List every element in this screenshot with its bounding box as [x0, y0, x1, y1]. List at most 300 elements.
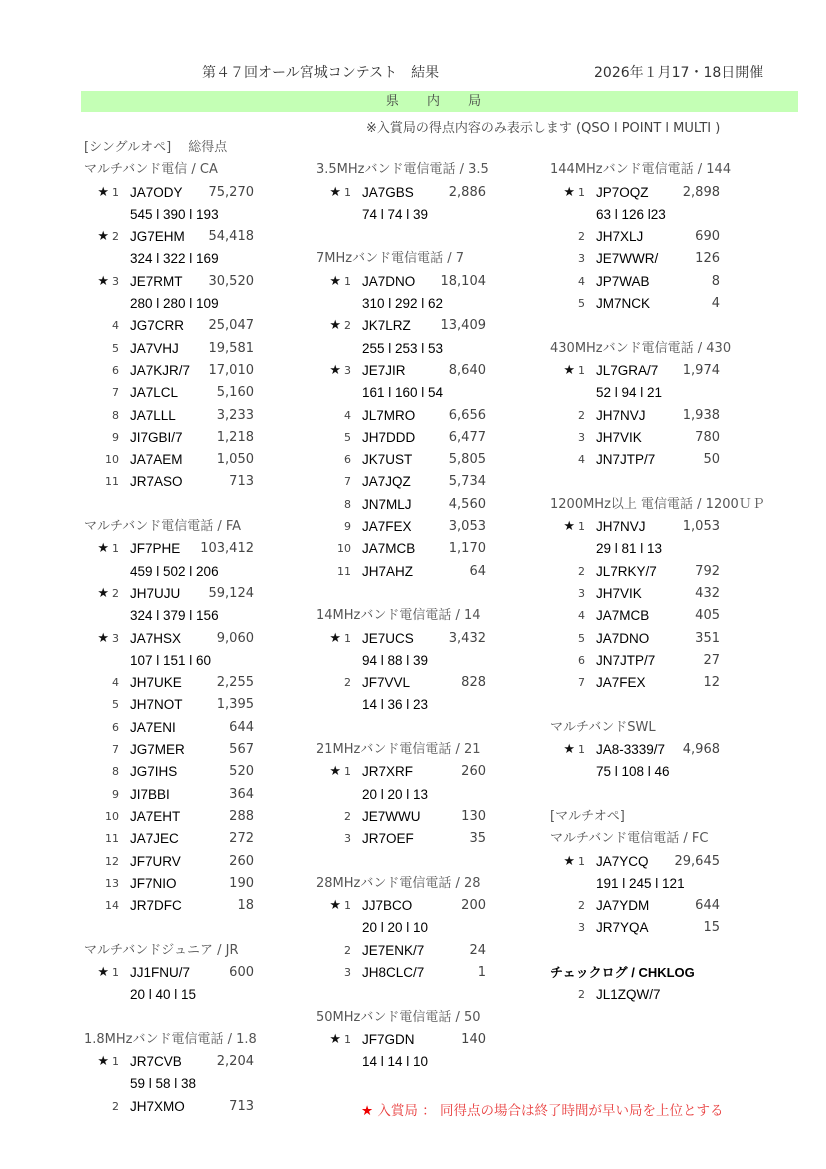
result-row: [84, 672, 257, 694]
result-row: [316, 962, 489, 984]
score-detail: 255 l 253 l 53: [362, 340, 444, 356]
result-row: [316, 360, 489, 382]
callsign: JR7OEF: [362, 831, 414, 847]
result-row: [84, 271, 257, 293]
score-detail: 20 l 20 l 13: [362, 786, 429, 802]
callsign: JH7VIK: [596, 585, 642, 601]
rank: [550, 851, 585, 873]
score-detail-row: [550, 873, 765, 895]
result-row: [550, 583, 765, 605]
rank: [84, 583, 119, 605]
star-icon: ★: [329, 1031, 341, 1047]
rank: [316, 315, 351, 337]
rank: [316, 182, 351, 204]
score-detail-row: [316, 382, 489, 404]
result-row: [550, 427, 765, 449]
score-detail: 545 l 390 l 193: [130, 206, 219, 222]
rank-number: 1: [344, 274, 351, 288]
rank-number: 10: [105, 453, 119, 467]
rank-number: 9: [344, 520, 351, 534]
result-row: [550, 360, 765, 382]
score-detail: 310 l 292 l 62: [362, 296, 444, 312]
category-header: 3.5MHzバンド電信電話 / 3.5: [316, 162, 489, 178]
footer-note: [361, 1099, 724, 1119]
callsign: JE7RMT: [130, 273, 183, 289]
star-icon: ★: [563, 742, 575, 758]
category-header: 14MHzバンド電信電話 / 14: [316, 608, 481, 624]
category-header: マルチバンドジュニア / JR: [84, 942, 239, 958]
rank: [316, 427, 351, 449]
callsign: JI7BBI: [130, 786, 170, 802]
rank: [316, 761, 351, 783]
score: 1,974: [682, 362, 720, 378]
callsign: JA7EHT: [130, 808, 181, 824]
callsign: JN7MLJ: [362, 496, 412, 512]
score-detail: 52 l 94 l 21: [596, 385, 663, 401]
star-icon: ★: [329, 273, 341, 289]
callsign: JP7WAB: [596, 273, 650, 289]
result-row: [84, 828, 257, 850]
result-row: [84, 694, 257, 716]
result-row: [84, 471, 257, 493]
callsign: JH7UKE: [130, 675, 182, 691]
rank: [550, 561, 585, 583]
score: 12: [703, 675, 720, 691]
result-row: [550, 405, 765, 427]
star-icon: ★: [97, 184, 109, 200]
rank-number: 8: [344, 497, 351, 511]
rank-number: 2: [578, 408, 585, 422]
result-row: [316, 561, 489, 583]
rank-number: 4: [344, 408, 351, 422]
callsign: JH7DDD: [362, 429, 416, 445]
rank: [316, 538, 351, 560]
result-row: [84, 427, 257, 449]
result-row: [84, 784, 257, 806]
category-header: 7MHzバンド電信電話 / 7: [316, 251, 465, 267]
score: 2,255: [216, 675, 254, 691]
result-row: [550, 917, 765, 939]
result-row: [316, 628, 489, 650]
result-row: [84, 962, 257, 984]
category-header: 21MHzバンド電信電話 / 21: [316, 742, 481, 758]
rank: [316, 449, 351, 471]
spacer: [550, 694, 765, 716]
score: 8,640: [448, 362, 486, 378]
rank: [84, 828, 119, 850]
result-row: [84, 1051, 257, 1073]
score: 15: [703, 920, 720, 936]
star-icon: ★: [97, 541, 109, 557]
result-row: [316, 1029, 489, 1051]
rank: [550, 628, 585, 650]
callsign: JJ7BCO: [362, 898, 413, 914]
rank-number: 3: [578, 586, 585, 600]
callsign: JA7ENI: [130, 719, 176, 735]
rank: [316, 1029, 351, 1051]
page-title: 第４７回オール宮城コンテスト 結果: [202, 65, 440, 81]
rank: [84, 694, 119, 716]
rank-number: 1: [578, 854, 585, 868]
result-row: [316, 449, 489, 471]
rank-number: 5: [112, 698, 119, 712]
score-detail-row: [84, 650, 257, 672]
star-icon: ★: [329, 898, 341, 914]
rank-number: 13: [105, 876, 119, 890]
spacer: [84, 494, 257, 516]
score-detail: 74 l 74 l 39: [362, 206, 429, 222]
rank-number: 3: [344, 965, 351, 979]
rank: [550, 405, 585, 427]
results-column-middle: [316, 137, 489, 1073]
spacer: [84, 1007, 257, 1029]
rank-number: 1: [578, 185, 585, 199]
callsign: JH7NVJ: [596, 519, 646, 535]
spacer: [550, 137, 765, 159]
rank-number: 3: [578, 252, 585, 266]
callsign: JF7VVL: [362, 675, 411, 691]
score-detail-row: [550, 761, 765, 783]
rank-number: 4: [112, 319, 119, 333]
score: 4,968: [682, 742, 720, 758]
result-row: [316, 940, 489, 962]
result-row: [84, 538, 257, 560]
callsign: JR7DFC: [130, 898, 182, 914]
callsign: JE7UCS: [362, 630, 414, 646]
rank-number: 1: [344, 899, 351, 913]
score-detail-row: [550, 538, 765, 560]
star-icon: ★: [329, 362, 341, 378]
callsign: JK7UST: [362, 452, 413, 468]
score: 644: [229, 719, 254, 735]
callsign: JA7AEM: [130, 452, 183, 468]
rank: [84, 315, 119, 337]
result-row: [316, 271, 489, 293]
score-detail: 324 l 322 l 169: [130, 251, 219, 267]
rank-number: 3: [578, 921, 585, 935]
spacer: [316, 583, 489, 605]
score-detail-row: [316, 338, 489, 360]
result-row: [84, 1096, 257, 1118]
rank-number: 1: [112, 542, 119, 556]
rank-number: 1: [578, 520, 585, 534]
score: 13,409: [440, 318, 486, 334]
score: 260: [461, 764, 486, 780]
score: 140: [461, 1031, 486, 1047]
score-detail: 63 l 126 l23: [596, 206, 666, 222]
rank: [550, 672, 585, 694]
score-detail-row: [316, 784, 489, 806]
score-detail-row: [316, 650, 489, 672]
rank-number: 3: [578, 430, 585, 444]
result-row: [84, 338, 257, 360]
rank-number: 4: [112, 676, 119, 690]
rank-number: 1: [344, 1032, 351, 1046]
result-row: [84, 583, 257, 605]
callsign: JJ1FNU/7: [130, 964, 191, 980]
score-detail-row: [316, 293, 489, 315]
callsign: JF7URV: [130, 853, 181, 869]
score-detail: 107 l 151 l 60: [130, 652, 212, 668]
rank-number: 2: [578, 230, 585, 244]
rank-number: 11: [105, 832, 119, 846]
score: 520: [229, 764, 254, 780]
score: 713: [229, 474, 254, 490]
rank: [316, 672, 351, 694]
result-row: [316, 761, 489, 783]
callsign: JA7JEC: [130, 831, 179, 847]
rank: [550, 427, 585, 449]
category-header: [マルチオペ]: [550, 808, 625, 824]
callsign: JA8-3339/7: [596, 742, 666, 758]
score: 24: [469, 942, 486, 958]
rank-number: 3: [344, 832, 351, 846]
score-detail-row: [316, 204, 489, 226]
callsign: JE7WWU: [362, 808, 421, 824]
rank: [316, 494, 351, 516]
score-detail-row: [84, 248, 257, 270]
rank-number: 2: [578, 564, 585, 578]
score: 1,395: [216, 697, 254, 713]
callsign: JK7LRZ: [362, 318, 411, 334]
rank: [84, 784, 119, 806]
score: 130: [461, 808, 486, 824]
result-row: [84, 717, 257, 739]
result-row: [550, 516, 765, 538]
rank-number: 1: [344, 631, 351, 645]
result-row: [550, 895, 765, 917]
rank-number: 2: [112, 1099, 119, 1113]
score: 364: [229, 786, 254, 802]
score: 29,645: [674, 853, 720, 869]
score: 50: [703, 452, 720, 468]
star-icon: ★: [329, 318, 341, 334]
result-row: [550, 182, 765, 204]
callsign: JA7KJR/7: [130, 362, 191, 378]
score: 18: [237, 898, 254, 914]
score-detail: 94 l 88 l 39: [362, 652, 429, 668]
rank-number: 1: [112, 1055, 119, 1069]
rank: [550, 583, 585, 605]
score-detail-row: [316, 1051, 489, 1073]
category-header: 144MHzバンド電信電話 / 144: [550, 162, 732, 178]
result-row: [316, 672, 489, 694]
rank-number: 7: [112, 743, 119, 757]
rank: [316, 360, 351, 382]
rank: [316, 271, 351, 293]
callsign: JA7MCB: [362, 541, 416, 557]
score: 5,734: [448, 474, 486, 490]
score: 9,060: [216, 630, 254, 646]
rank-number: 14: [105, 899, 119, 913]
rank-number: 6: [112, 363, 119, 377]
result-row: [316, 828, 489, 850]
callsign: JF7GDN: [362, 1031, 415, 1047]
rank-number: 2: [344, 676, 351, 690]
star-icon: ★: [329, 184, 341, 200]
result-row: [550, 984, 765, 1006]
spacer: [84, 917, 257, 939]
callsign: JA7DNO: [362, 273, 416, 289]
callsign: JL7RKY/7: [596, 563, 657, 579]
rank-number: 5: [578, 631, 585, 645]
score: 190: [229, 875, 254, 891]
rank: [550, 182, 585, 204]
spacer: [316, 717, 489, 739]
score: 4,560: [448, 496, 486, 512]
rank-number: 1: [578, 743, 585, 757]
rank: [84, 806, 119, 828]
result-row: [84, 405, 257, 427]
section-band: 県 内 局: [81, 91, 798, 112]
rank: [84, 628, 119, 650]
rank: [316, 895, 351, 917]
score: 567: [229, 742, 254, 758]
score: 713: [229, 1098, 254, 1114]
score: 432: [695, 585, 720, 601]
score: 351: [695, 630, 720, 646]
score: 126: [695, 251, 720, 267]
callsign: JR7ASO: [130, 474, 183, 490]
callsign: JA7FEX: [362, 519, 412, 535]
callsign: JF7NIO: [130, 875, 177, 891]
rank-number: 11: [105, 475, 119, 489]
result-row: [550, 628, 765, 650]
category-header: 430MHzバンド電信電話 / 430: [550, 340, 732, 356]
score: 780: [695, 429, 720, 445]
star-icon: ★: [361, 1103, 374, 1119]
score-detail: 161 l 160 l 54: [362, 385, 444, 401]
score: 1,050: [216, 452, 254, 468]
score-detail: 29 l 81 l 13: [596, 541, 663, 557]
rank-number: 5: [344, 430, 351, 444]
result-row: [84, 806, 257, 828]
rank-number: 9: [112, 787, 119, 801]
callsign: JP7OQZ: [596, 184, 649, 200]
rank-number: 3: [344, 363, 351, 377]
score: 27: [703, 652, 720, 668]
result-row: [84, 315, 257, 337]
callsign: JG7EHM: [130, 229, 185, 245]
rank: [316, 962, 351, 984]
rank-number: 4: [578, 609, 585, 623]
result-row: [550, 293, 765, 315]
rank-number: 6: [344, 453, 351, 467]
score-detail: 20 l 20 l 10: [362, 920, 429, 936]
rank-number: 5: [578, 297, 585, 311]
rank: [550, 449, 585, 471]
rank: [84, 449, 119, 471]
rank-number: 3: [112, 274, 119, 288]
score: 1,218: [216, 429, 254, 445]
callsign: JG7MER: [130, 742, 185, 758]
score: 272: [229, 831, 254, 847]
callsign: JA7LCL: [130, 385, 179, 401]
result-row: [550, 248, 765, 270]
footer-text: 入賞局 ： 同得点の場合は終了時間が早い局を上位とする: [377, 1103, 724, 1119]
star-icon: ★: [97, 630, 109, 646]
callsign: JH7XMO: [130, 1098, 185, 1114]
callsign: JL1ZQW/7: [596, 987, 661, 1003]
rank: [84, 1051, 119, 1073]
rank-number: 6: [578, 653, 585, 667]
score: 5,160: [216, 385, 254, 401]
score-detail: 20 l 40 l 15: [130, 987, 197, 1003]
rank-number: 8: [112, 765, 119, 779]
score: 5,805: [448, 452, 486, 468]
category-header: 1.8MHzバンド電信電話 / 1.8: [84, 1031, 257, 1047]
score: 103,412: [200, 541, 254, 557]
star-icon: ★: [329, 764, 341, 780]
star-icon: ★: [97, 273, 109, 289]
score-detail: 280 l 280 l 109: [130, 296, 219, 312]
spacer: [550, 471, 765, 493]
rank: [84, 338, 119, 360]
score: 405: [695, 608, 720, 624]
result-row: [550, 561, 765, 583]
result-row: [316, 471, 489, 493]
score: 792: [695, 563, 720, 579]
score: 64: [469, 563, 486, 579]
score-detail-row: [84, 293, 257, 315]
result-row: [316, 806, 489, 828]
result-row: [550, 672, 765, 694]
score-detail-row: [550, 204, 765, 226]
rank: [84, 717, 119, 739]
rank: [84, 761, 119, 783]
result-row: [84, 226, 257, 248]
rank-number: 2: [344, 319, 351, 333]
callsign: JA7LLL: [130, 407, 176, 423]
rank: [84, 672, 119, 694]
score: 3,233: [216, 407, 254, 423]
score: 59,124: [208, 585, 254, 601]
result-row: [84, 628, 257, 650]
result-row: [550, 271, 765, 293]
checklog-header: チェックログ / CHKLOG: [550, 964, 695, 980]
rank-number: 12: [105, 854, 119, 868]
result-row: [316, 427, 489, 449]
rank: [84, 382, 119, 404]
rank: [550, 650, 585, 672]
rank-number: 3: [112, 631, 119, 645]
rank-number: 2: [112, 230, 119, 244]
score-detail: 324 l 379 l 156: [130, 608, 219, 624]
callsign: JA7ODY: [130, 184, 183, 200]
rank: [316, 561, 351, 583]
rank-number: 2: [578, 899, 585, 913]
callsign: JH7XLJ: [596, 229, 644, 245]
score-detail-row: [84, 204, 257, 226]
rank: [550, 917, 585, 939]
rank-number: 1: [344, 765, 351, 779]
score: 30,520: [208, 273, 254, 289]
rank: [84, 427, 119, 449]
score: 25,047: [208, 318, 254, 334]
rank: [550, 293, 585, 315]
score: 54,418: [208, 229, 254, 245]
star-icon: ★: [563, 362, 575, 378]
rank-number: 1: [112, 965, 119, 979]
result-row: [316, 538, 489, 560]
star-icon: ★: [97, 229, 109, 245]
results-column-left: [84, 137, 257, 1118]
rank-number: 7: [344, 475, 351, 489]
rank: [550, 516, 585, 538]
result-row: [550, 650, 765, 672]
callsign: JH7AHZ: [362, 563, 414, 579]
rank-number: 2: [344, 943, 351, 957]
